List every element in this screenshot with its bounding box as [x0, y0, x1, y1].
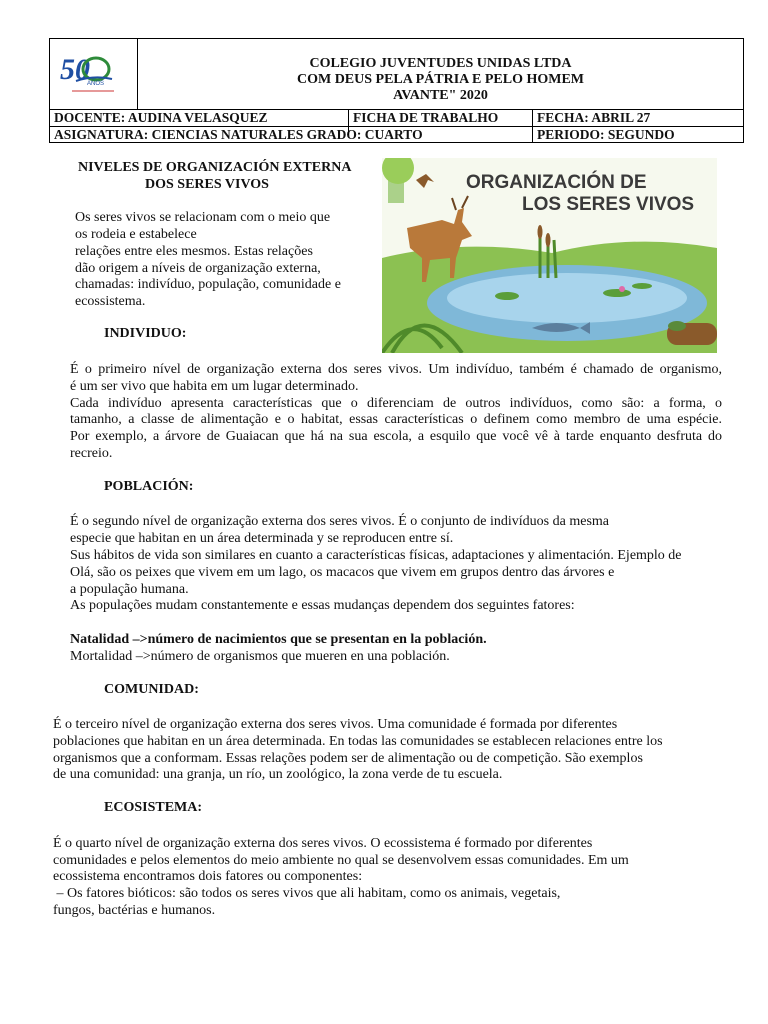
intro-line: ecossistema. — [75, 294, 146, 309]
comunidad-line: poblaciones que habitan en un área determinada. En todas las comunidades se establecen relaciones entre los — [53, 734, 663, 749]
logo-number: 50 — [60, 53, 90, 86]
ecosistema-line: ecossistema encontramos dois fatores ou componentes: — [53, 869, 363, 884]
comunidad-line: de una comunidad: una granja, un río, un zoológico, la zona verde de tu escuela. — [53, 767, 503, 782]
ecosistema-line: comunidades e pelos elementos do meio ambiente no qual se desenvolvem essas comunidades. Em um — [53, 853, 629, 868]
ecosystem-illustration — [382, 158, 717, 353]
header-row-1 — [50, 109, 743, 126]
ecosistema-line: – Os fatores bióticos: são todos os seres vivos que ali habitam, como os animais, vegetais, — [53, 886, 561, 901]
poblacion-line: a população humana. — [70, 582, 189, 597]
heading-text: COMUNIDAD: — [104, 682, 199, 697]
fecha-label: FECHA: ABRIL 27 — [537, 110, 651, 125]
header-row-2 — [50, 126, 743, 143]
school-logo — [50, 39, 138, 109]
illustration-title-2: LOS SERES VIVOS — [522, 194, 695, 215]
individuo-line: Cada indivíduo apresenta características que o diferenciam de outros indivíduos, como são: a forma, o — [70, 396, 722, 411]
section-heading-comunidad — [100, 682, 199, 698]
page-title-line-2: DOS SERES VIVOS — [145, 177, 269, 192]
comunidad-line: É o terceiro nível de organização externa dos seres vivos. Uma comunidade é formada por diferentes — [53, 717, 618, 732]
individuo-line: Por exemplo, a árvore de Guaiacan que há na sua escola, a esquilo que você vê à tarde enquanto desfruta do — [70, 429, 722, 444]
asignatura-label: ASIGNATURA: CIENCIAS NATURALES GRADO: CUARTO — [54, 127, 423, 142]
comunidad-line: organismos que a conformam. Essas relações podem ser de alimentação ou de competição. São exemplos — [53, 751, 643, 766]
individuo-line: tamanho, a classe de alimentação e o habitat, essas características o definem como membro de uma espécie. — [70, 412, 722, 427]
page-title-line-1: NIVELES DE ORGANIZACIÓN EXTERNA — [78, 160, 352, 175]
section-heading-individuo — [100, 326, 186, 342]
individuo-line: recreio. — [70, 446, 113, 461]
header-table — [49, 38, 744, 143]
mortalidad-line: Mortalidad –>número de organismos que mueren en una población. — [70, 649, 450, 664]
individuo-line: é um ser vivo que habita em um lugar determinado. — [70, 379, 359, 394]
ficha-label: FICHA DE TRABALHO — [353, 110, 499, 125]
illustration-title-1: ORGANIZACIÓN DE — [466, 172, 647, 193]
section-heading-ecosistema — [100, 800, 202, 816]
heading-text: ECOSISTEMA: — [104, 800, 203, 815]
section-heading-poblacion — [100, 479, 193, 495]
intro-line: os rodeia e estabelece — [75, 227, 197, 242]
natalidad-line: Natalidad –>número de nacimientos que se presentan en la población. — [70, 632, 487, 647]
school-name: COLEGIO JUVENTUDES UNIDAS LTDA — [309, 56, 572, 71]
school-motto: COM DEUS PELA PÁTRIA E PELO HOMEM — [296, 72, 585, 87]
heading-text: INDIVIDUO: — [104, 326, 187, 341]
poblacion-line: especie que habitan en un área determinada y se reproducen entre sí. — [70, 531, 454, 546]
ecosistema-line: É o quarto nível de organização externa dos seres vivos. O ecossistema é formado por diferentes — [53, 836, 593, 851]
poblacion-line: Sus hábitos de vida son similares en cuanto a características físicas, adaptaciones y alimentación. Ejemplo de — [70, 548, 682, 563]
poblacion-line: Olá, são os peixes que vivem em um lago, os macacos que vivem em grupos dentro das árvores e — [70, 565, 615, 580]
intro-line: Os seres vivos se relacionam com o meio que — [75, 210, 331, 225]
intro-line: chamadas: indivíduo, população, comunidade e — [75, 277, 341, 292]
heading-text: POBLACIÓN: — [104, 479, 194, 494]
docente-label: DOCENTE: AUDINA VELASQUEZ — [54, 110, 268, 125]
individuo-line: É o primeiro nível de organização externa dos seres vivos. Um indivíduo, também é chamado de organismo, — [70, 362, 722, 377]
poblacion-line: É o segundo nível de organização externa dos seres vivos. É o conjunto de indivíduos da mesma — [70, 514, 609, 529]
periodo-label: PERIODO: SEGUNDO — [537, 127, 675, 142]
school-year: AVANTE" 2020 — [393, 88, 488, 103]
anniversary-logo-icon — [50, 39, 138, 109]
intro-line: relações entre eles mesmos. Estas relações — [75, 244, 313, 259]
logo-subtext: AÑOS — [87, 81, 105, 87]
poblacion-line: As populações mudam constantemente e essas mudanças dependem dos seguintes fatores: — [70, 598, 575, 613]
ecosystem-scene-icon — [382, 158, 717, 353]
ecosistema-line: fungos, bactérias e humanos. — [53, 903, 216, 918]
school-title — [138, 39, 743, 109]
intro-line: dão origem a níveis de organização externa, — [75, 261, 321, 276]
